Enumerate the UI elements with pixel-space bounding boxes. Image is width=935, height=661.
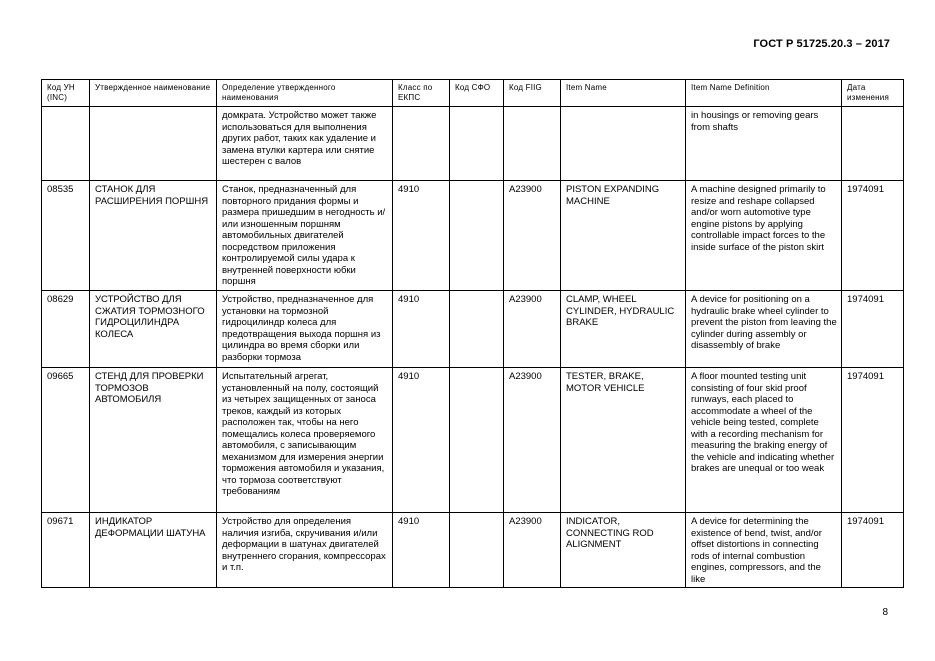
cell-item-definition: A device for determining the existence of bend, twist, and/or offset distortions in connecting rods of internal combustion engines, compressors, and the like <box>686 513 842 588</box>
cell-definition: Устройство, предназначенное для установки на тормозной гидроцилиндр колеса для предотвращения выхода поршня из цилиндра во время сборки или разборки тормоза <box>217 291 393 368</box>
cell-item-definition: A device for positioning on a hydraulic brake wheel cylinder to prevent the piston from leaving the cylinder during assembly or disassembly of brake <box>686 291 842 368</box>
table-header-row <box>42 80 904 107</box>
cell-item-name: TESTER, BRAKE, MOTOR VEHICLE <box>561 368 686 513</box>
cell-definition: Испытательный агрегат, установленный на полу, состоящий из четырех защищенных от заноса треков, каждый из которых расположен так, чтобы на него помещались колеса проверяемого автомобиля, с записывающим механизмом для измерения энергии торможения автомобиля и указания, что тормоза соответствуют требованиям <box>217 368 393 513</box>
cell-item-name: INDICATOR, CONNECTING ROD ALIGNMENT <box>561 513 686 588</box>
cell-approved-name: СТЕНД ДЛЯ ПРОВЕРКИ ТОРМОЗОВ АВТОМОБИЛЯ <box>90 368 217 513</box>
data-table <box>41 79 904 588</box>
cell-inc: 08629 <box>42 291 90 368</box>
column-header-inc: Код УН (INC) <box>42 80 90 107</box>
cell-date: 1974091 <box>842 513 904 588</box>
cell-class: 4910 <box>393 513 450 588</box>
column-header-item-name: Item Name <box>561 80 686 107</box>
cell-approved-name: УСТРОЙСТВО ДЛЯ СЖАТИЯ ТОРМОЗНОГО ГИДРОЦИЛИНДРА КОЛЕСА <box>90 291 217 368</box>
cell-fiig <box>504 107 561 181</box>
table-row <box>42 181 904 291</box>
column-header-definition: Определение утвержденного наименования <box>217 80 393 107</box>
cell-definition: Станок, предназначенный для повторного придания формы и размера пришедшим в негодность и/или изношенным поршням автомобильных двигателей посредством приложения контролируемой силы удара к внутренней поверхности юбки поршня <box>217 181 393 291</box>
cell-class: 4910 <box>393 291 450 368</box>
cell-fiig: A23900 <box>504 291 561 368</box>
cell-sfo <box>450 368 504 513</box>
cell-inc <box>42 107 90 181</box>
cell-item-definition: in housings or removing gears from shafts <box>686 107 842 181</box>
cell-class <box>393 107 450 181</box>
cell-definition: Устройство для определения наличия изгиба, скручивания и/или деформации в шатунах двигателей внутреннего сгорания, компрессорах и т.п. <box>217 513 393 588</box>
cell-item-name <box>561 107 686 181</box>
cell-inc: 09665 <box>42 368 90 513</box>
column-header-class: Класс по ЕКПС <box>393 80 450 107</box>
cell-date: 1974091 <box>842 368 904 513</box>
cell-approved-name: ИНДИКАТОР ДЕФОРМАЦИИ ШАТУНА <box>90 513 217 588</box>
cell-fiig: A23900 <box>504 368 561 513</box>
cell-definition: домкрата. Устройство может также использоваться для выполнения других работ, таких как удаление и замена втулки картера или снятие шестерен с валов <box>217 107 393 181</box>
column-header-sfo: Код СФО <box>450 80 504 107</box>
column-header-date: Дата изменения <box>842 80 904 107</box>
cell-date: 1974091 <box>842 181 904 291</box>
cell-inc: 08535 <box>42 181 90 291</box>
column-header-approved-name: Утвержденное наименование <box>90 80 217 107</box>
cell-date: 1974091 <box>842 291 904 368</box>
cell-date <box>842 107 904 181</box>
page-number: 8 <box>882 607 888 618</box>
table-row <box>42 107 904 181</box>
cell-sfo <box>450 107 504 181</box>
cell-fiig: A23900 <box>504 181 561 291</box>
document-header: ГОСТ Р 51725.20.3 – 2017 <box>753 38 890 50</box>
cell-class: 4910 <box>393 368 450 513</box>
cell-approved-name <box>90 107 217 181</box>
table-row <box>42 291 904 368</box>
cell-sfo <box>450 181 504 291</box>
cell-item-name: CLAMP, WHEEL CYLINDER, HYDRAULIC BRAKE <box>561 291 686 368</box>
cell-approved-name: СТАНОК ДЛЯ РАСШИРЕНИЯ ПОРШНЯ <box>90 181 217 291</box>
cell-sfo <box>450 291 504 368</box>
cell-sfo <box>450 513 504 588</box>
cell-fiig: A23900 <box>504 513 561 588</box>
cell-item-definition: A machine designed primarily to resize and reshape collapsed and/or worn automotive type engine pistons by applying controllable impact forces to the inside surface of the piston skirt <box>686 181 842 291</box>
column-header-fiig: Код FIIG <box>504 80 561 107</box>
cell-item-definition: A floor mounted testing unit consisting of four skid proof runways, each placed to accommodate a wheel of the vehicle being tested, complete with a recording mechanism for measuring the braking energy of the vehicle and indicating whether brakes are unequal or too weak <box>686 368 842 513</box>
table-row <box>42 513 904 588</box>
table-row <box>42 368 904 513</box>
cell-inc: 09671 <box>42 513 90 588</box>
cell-class: 4910 <box>393 181 450 291</box>
column-header-item-definition: Item Name Definition <box>686 80 842 107</box>
cell-item-name: PISTON EXPANDING MACHINE <box>561 181 686 291</box>
